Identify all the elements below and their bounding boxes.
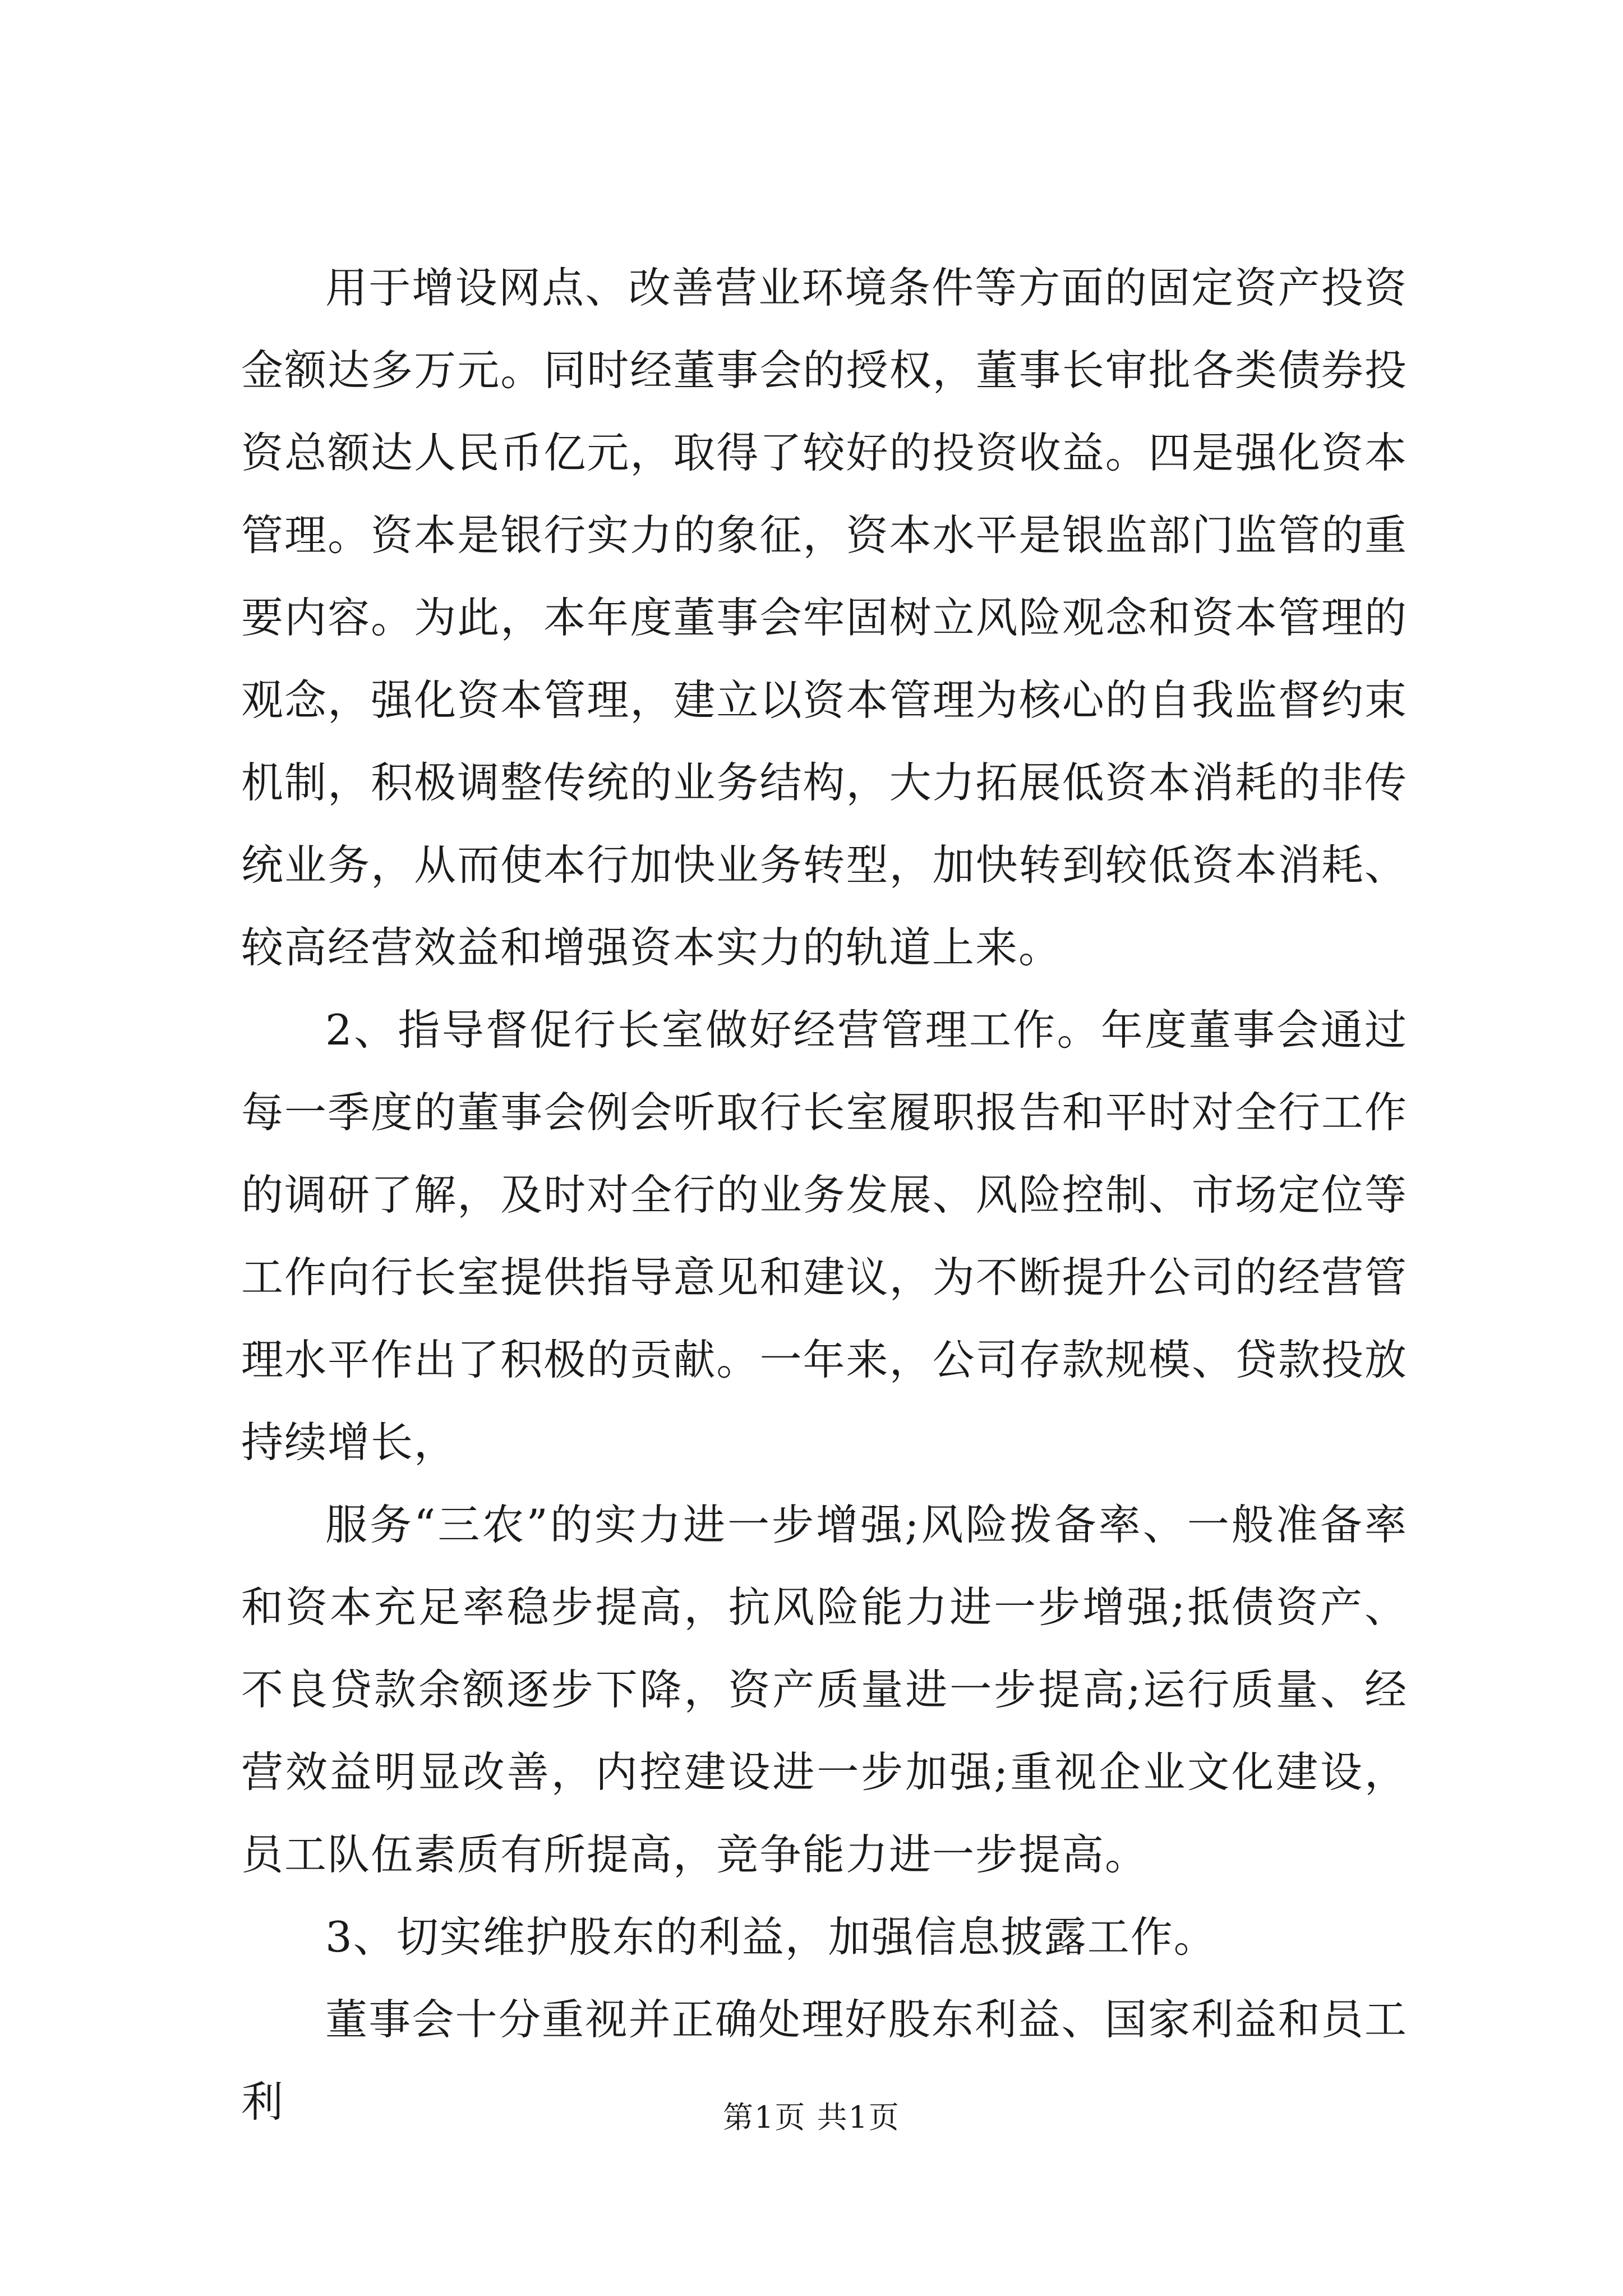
paragraph-capital-management: 用于增设网点、改善营业环境条件等方面的固定资产投资金额达多万元。同时经董事会的授权，董事长审批各类债券投资总额达人民币亿元，取得了较好的投资收益。四是强化资本管理。资本是银行实力的象征，资本水平是银监部门监管的重要内容。为此，本年度董事会牢固树立风险观念和资本管理的观念，强化资本管理，建立以资本管理为核心的自我监督约束机制，积极调整传统的业务结构，大力拓展低资本消耗的非传统业务，从而使本行加快业务转型，加快转到较低资本消耗、较高经营效益和增强资本实力的轨道上来。 [241,263,1408,972]
document-body [241,247,1408,2143]
paragraph-shareholder-interests-heading: 3、切实维护股东的利益，加强信息披露工作。 [325,1912,1217,1962]
paragraph-rural-services: 服务“三农”的实力进一步增强;风险拨备率、一般准备率和资本充足率稳步提高，抗风险能力进一步增强;抵债资产、不良贷款余额逐步下降，资产质量进一步提高;运行质量、经营效益明显改善，内控建设进一步加强;重视企业文化建设，员工队伍素质有所提高，竞争能力进一步提高。 [241,1500,1408,1879]
page-footer: 第1页 共1页 [723,2100,900,2135]
paragraph-guidance-president-office: 2、指导督促行长室做好经营管理工作。年度董事会通过每一季度的董事会例会听取行长室履职报告和平时对全行工作的调研了解，及时对全行的业务发展、风险控制、市场定位等工作向行长室提供指导意见和建议，为不断提升公司的经营管理水平作出了积极的贡献。一年来，公司存款规模、贷款投放持续增长， [241,1005,1408,1467]
paragraph-board-interests: 董事会十分重视并正确处理好股东利益、国家利益和员工利 [241,1995,1408,2127]
